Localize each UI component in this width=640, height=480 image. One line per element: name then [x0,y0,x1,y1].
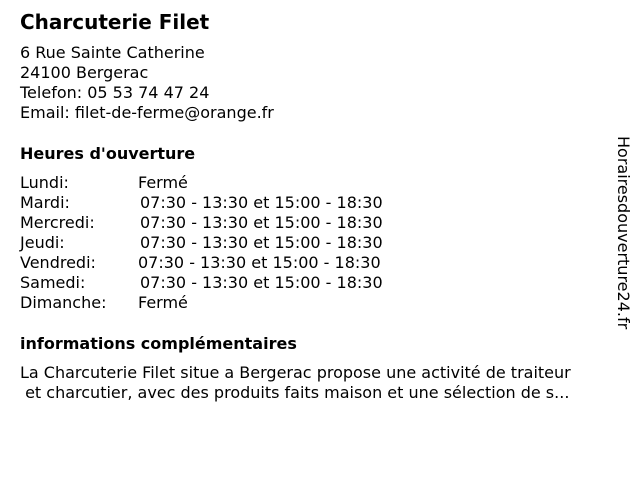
email-address: Email: filet-de-ferme@orange.fr [20,103,274,122]
day-hours: 07:30 - 13:30 et 15:00 - 18:30 [140,193,383,212]
business-address [20,43,274,123]
address-street: 6 Rue Sainte Catherine [20,43,205,62]
day-label: Dimanche: [20,293,107,312]
day-label: Lundi: [20,173,69,192]
address-city: 24100 Bergerac [20,63,149,82]
day-label: Mercredi: [20,213,95,232]
day-hours: 07:30 - 13:30 et 15:00 - 18:30 [140,213,383,232]
day-label: Mardi: [20,193,70,212]
hours-heading: Heures d'ouverture [20,144,196,163]
day-hours: Fermé [138,173,188,192]
day-hours: Fermé [138,293,188,312]
phone-number: Telefon: 05 53 74 47 24 [20,83,210,102]
site-watermark: Horairesdouverture24.fr [614,136,633,330]
day-hours: 07:30 - 13:30 et 15:00 - 18:30 [140,273,383,292]
info-line: La Charcuterie Filet situe a Bergerac propose une activité de traiteur [20,363,571,382]
info-heading: informations complémentaires [20,334,297,353]
business-name: Charcuterie Filet [20,10,210,34]
info-line: et charcutier, avec des produits faits maison et une sélection de s... [20,383,570,402]
day-hours: 07:30 - 13:30 et 15:00 - 18:30 [140,233,383,252]
day-label: Vendredi: [20,253,96,272]
info-description [20,363,620,403]
day-hours: 07:30 - 13:30 et 15:00 - 18:30 [138,253,381,272]
day-label: Jeudi: [20,233,65,252]
day-label: Samedi: [20,273,86,292]
